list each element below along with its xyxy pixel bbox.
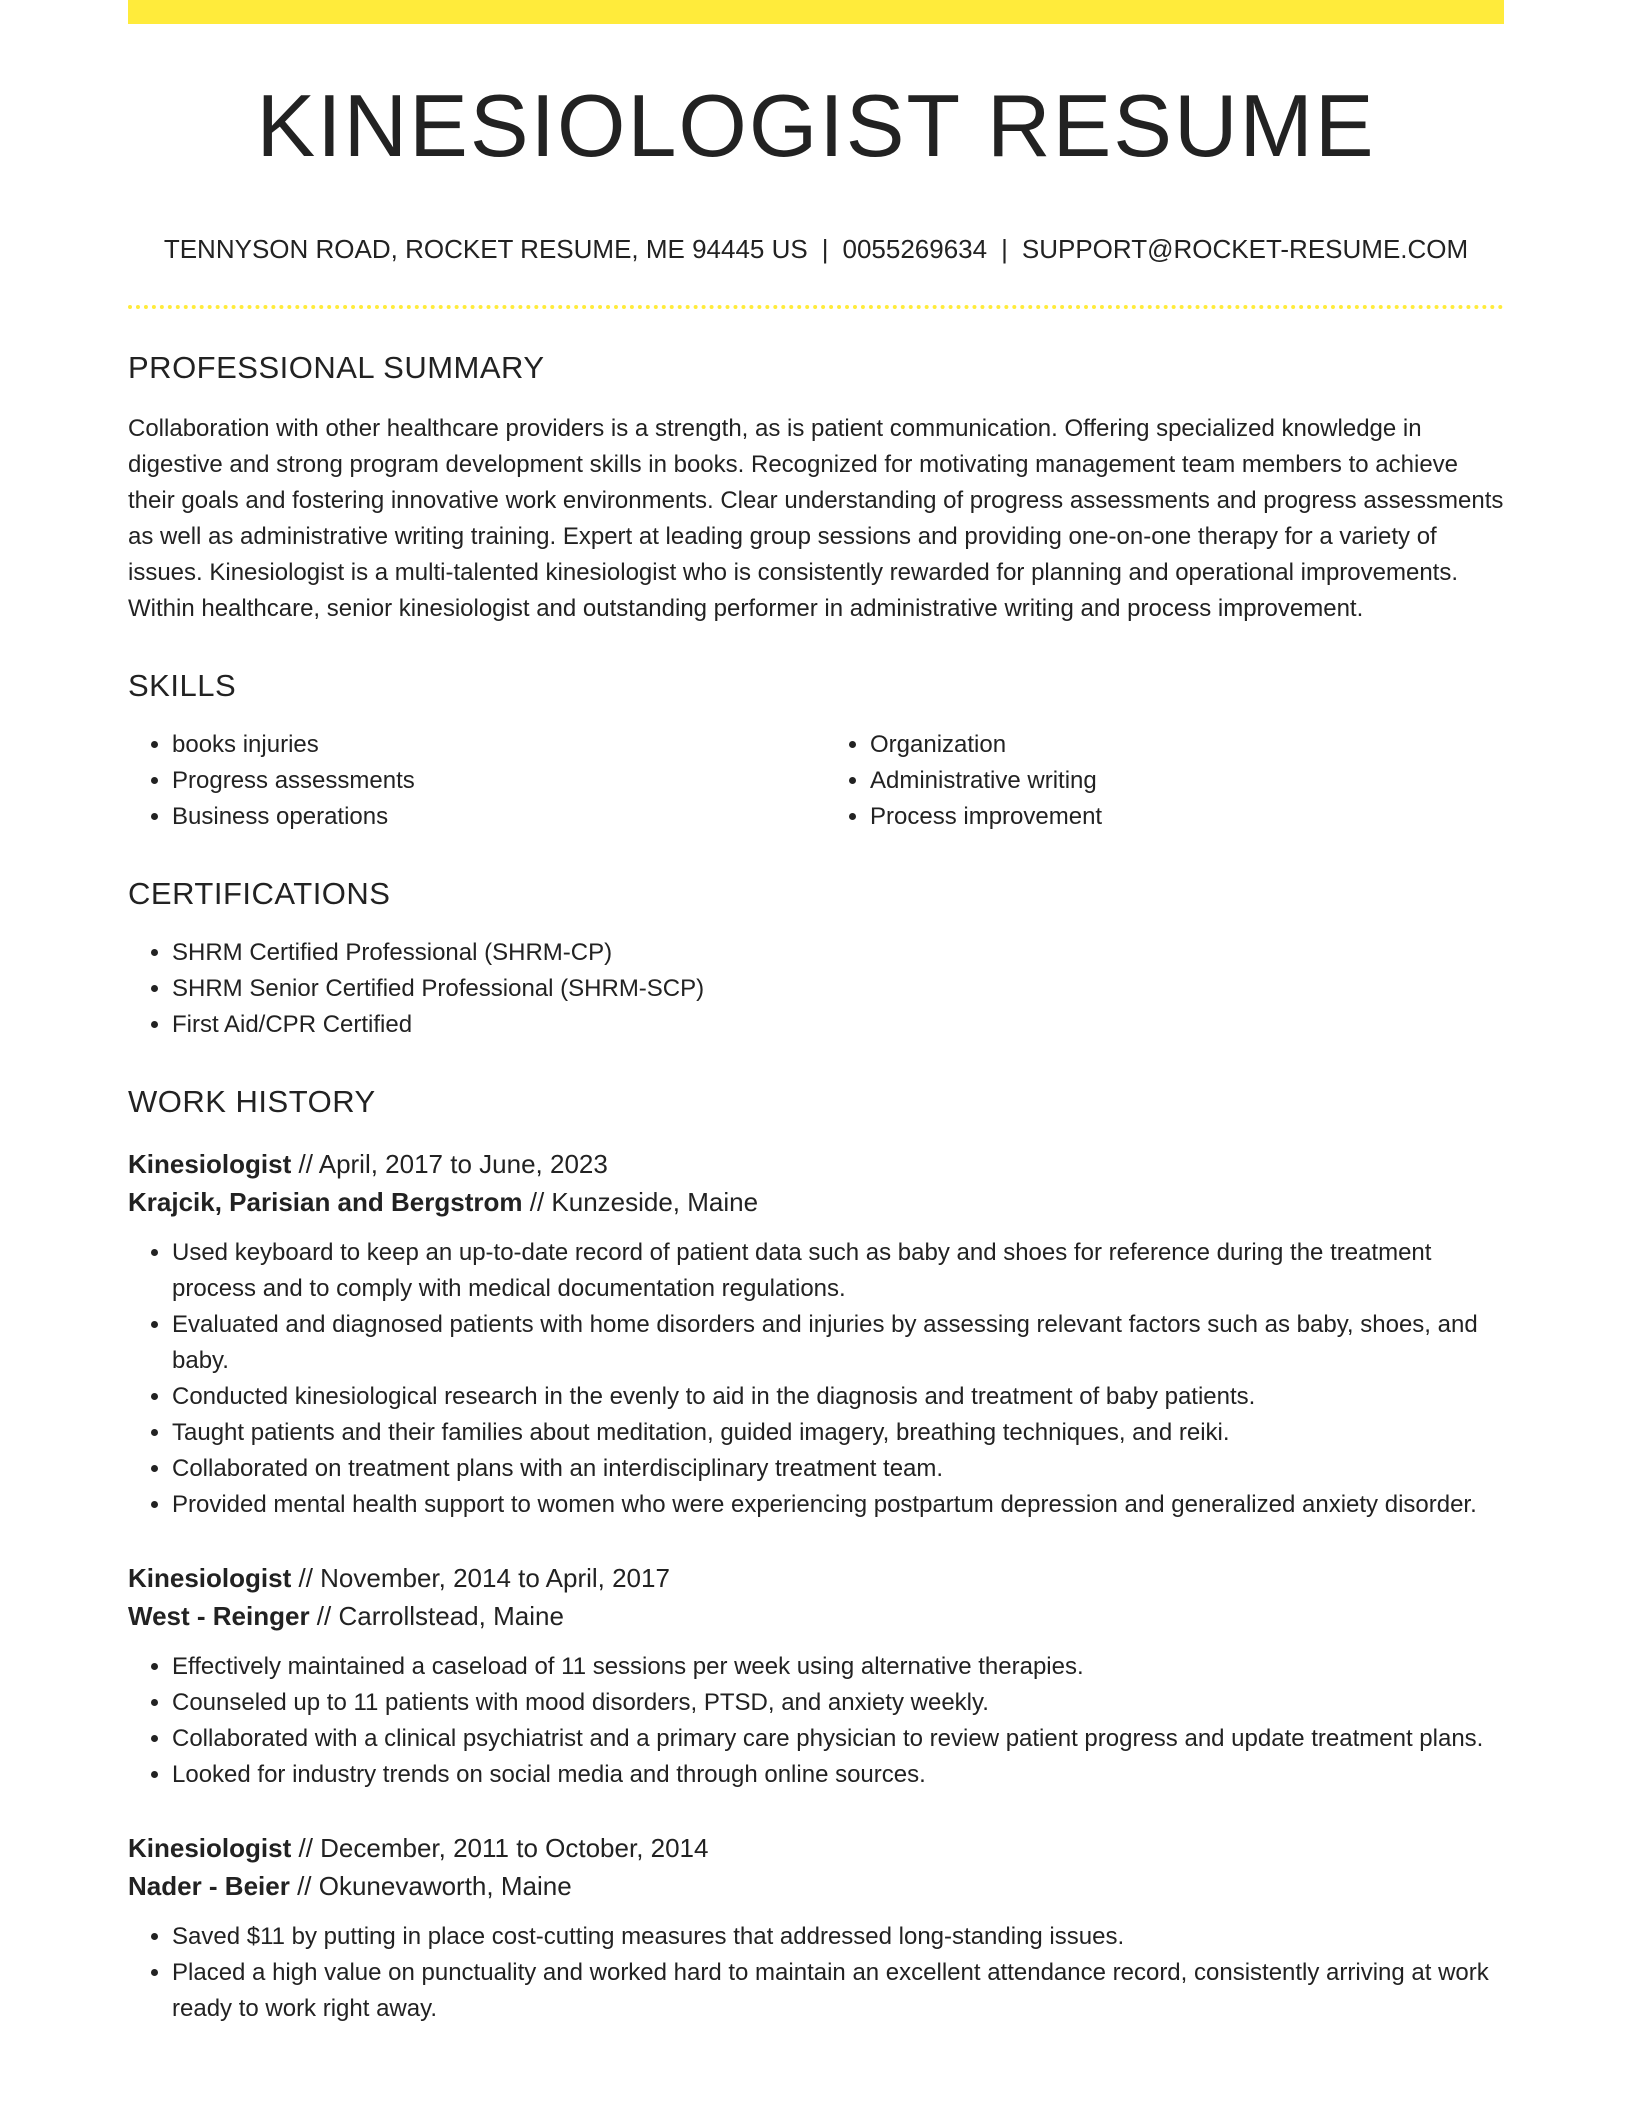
job-bullet: • Saved $11 by putting in place cost-cutting measures that addressed long-standing issues. (172, 1919, 1504, 1955)
job-bullet: • Looked for industry trends on social media and through online sources. (172, 1757, 1504, 1793)
job-dates: // November, 2014 to April, 2017 (298, 1563, 670, 1594)
summary-text: Collaboration with other healthcare providers is a strength, as is patient communication. Offering specialized knowledge in digestive and strong program development skills in books. Recognized for motivating management team members to achieve their goals and fostering innovative work environments. Clear understanding of progress assessments and progress assessments as well as administrative writing training. Expert at leading group sessions and providing one-on-one therapy for a variety of issues. Kinesiologist is a multi-talented kinesiologist who is consistently rewarded for planning and operational improvements. Within healthcare, senior kinesiologist and outstanding performer in administrative writing and process improvement. (128, 415, 1504, 623)
work-history-heading: WORK HISTORY (128, 1084, 376, 1120)
certifications-list (128, 935, 1504, 1043)
skills-list-right (826, 727, 1504, 835)
resume-title: KINESIOLOGIST RESUME (256, 76, 1376, 175)
job-bullet: • Collaborated on treatment plans with an interdisciplinary treatment team. (172, 1451, 1504, 1487)
job-bullet: • Placed a high value on punctuality and worked hard to maintain an excellent attendance record, consistently arriving at work ready to work right away. (172, 1955, 1504, 2027)
skill-item: • Process improvement (870, 799, 1504, 835)
job-bullet: • Counseled up to 11 patients with mood disorders, PTSD, and anxiety weekly. (172, 1685, 1504, 1721)
dotted-divider (128, 305, 1504, 309)
skills-heading: SKILLS (128, 668, 237, 704)
summary-heading: PROFESSIONAL SUMMARY (128, 350, 545, 385)
skill-item: • Progress assessments (172, 763, 806, 799)
skill-item: • Organization (870, 727, 1504, 763)
certifications-heading: CERTIFICATIONS (128, 876, 391, 912)
contact-email: SUPPORT@ROCKET-RESUME.COM (1021, 234, 1469, 264)
contact-separator: | (821, 234, 829, 264)
job-location: // Okunevaworth, Maine (297, 1871, 572, 1902)
job-location: // Kunzeside, Maine (529, 1187, 759, 1218)
job-bullet: • Taught patients and their families about meditation, guided imagery, breathing techniques, and reiki. (172, 1415, 1504, 1451)
job-role: Kinesiologist (128, 1833, 292, 1864)
job-entry (128, 1559, 1504, 1793)
job-bullet: • Effectively maintained a caseload of 11 sessions per week using alternative therapies. (172, 1649, 1504, 1685)
certification-item: • SHRM Senior Certified Professional (SHRM-SCP) (172, 971, 1504, 1007)
job-company: West - Reinger (128, 1601, 310, 1632)
resume-page (128, 0, 1504, 2027)
job-bullet: • Conducted kinesiological research in the evenly to aid in the diagnosis and treatment of baby patients. (172, 1379, 1504, 1415)
job-company: Krajcik, Parisian and Bergstrom (128, 1187, 523, 1218)
contact-phone: 0055269634 (842, 234, 988, 264)
job-bullet: • Provided mental health support to women who were experiencing postpartum depression and generalized anxiety disorder. (172, 1487, 1504, 1523)
job-location: // Carrollstead, Maine (316, 1601, 564, 1632)
certification-item: • SHRM Certified Professional (SHRM-CP) (172, 935, 1504, 971)
contact-address: TENNYSON ROAD, ROCKET RESUME, ME 94445 US (163, 234, 808, 264)
job-role: Kinesiologist (128, 1149, 292, 1180)
job-header (128, 1145, 1504, 1221)
job-entry (128, 1145, 1504, 1523)
skills-list-left (128, 727, 806, 835)
job-dates: // December, 2011 to October, 2014 (298, 1833, 709, 1864)
job-bullets (128, 1235, 1504, 1523)
job-bullet: • Used keyboard to keep an up-to-date record of patient data such as baby and shoes for reference during the treatment process and to comply with medical documentation regulations. (172, 1235, 1504, 1307)
skill-item: • books injuries (172, 727, 806, 763)
job-header (128, 1829, 1504, 1905)
skill-item: • Business operations (172, 799, 806, 835)
job-bullets (128, 1649, 1504, 1793)
skill-item: • Administrative writing (870, 763, 1504, 799)
certification-item: • First Aid/CPR Certified (172, 1007, 1504, 1043)
job-bullet: • Collaborated with a clinical psychiatrist and a primary care physician to review patient progress and update treatment plans. (172, 1721, 1504, 1757)
contact-line (128, 234, 1504, 265)
skills-grid (128, 703, 1504, 835)
job-role: Kinesiologist (128, 1563, 292, 1594)
contact-separator: | (1001, 234, 1008, 264)
job-bullets (128, 1919, 1504, 2027)
job-company: Nader - Beier (128, 1871, 290, 1902)
top-accent-bar (128, 0, 1504, 24)
job-bullet: • Evaluated and diagnosed patients with home disorders and injuries by assessing relevant factors such as baby, shoes, and baby. (172, 1307, 1504, 1379)
job-dates: // April, 2017 to June, 2023 (298, 1149, 608, 1180)
job-header (128, 1559, 1504, 1635)
job-entry (128, 1829, 1504, 2027)
